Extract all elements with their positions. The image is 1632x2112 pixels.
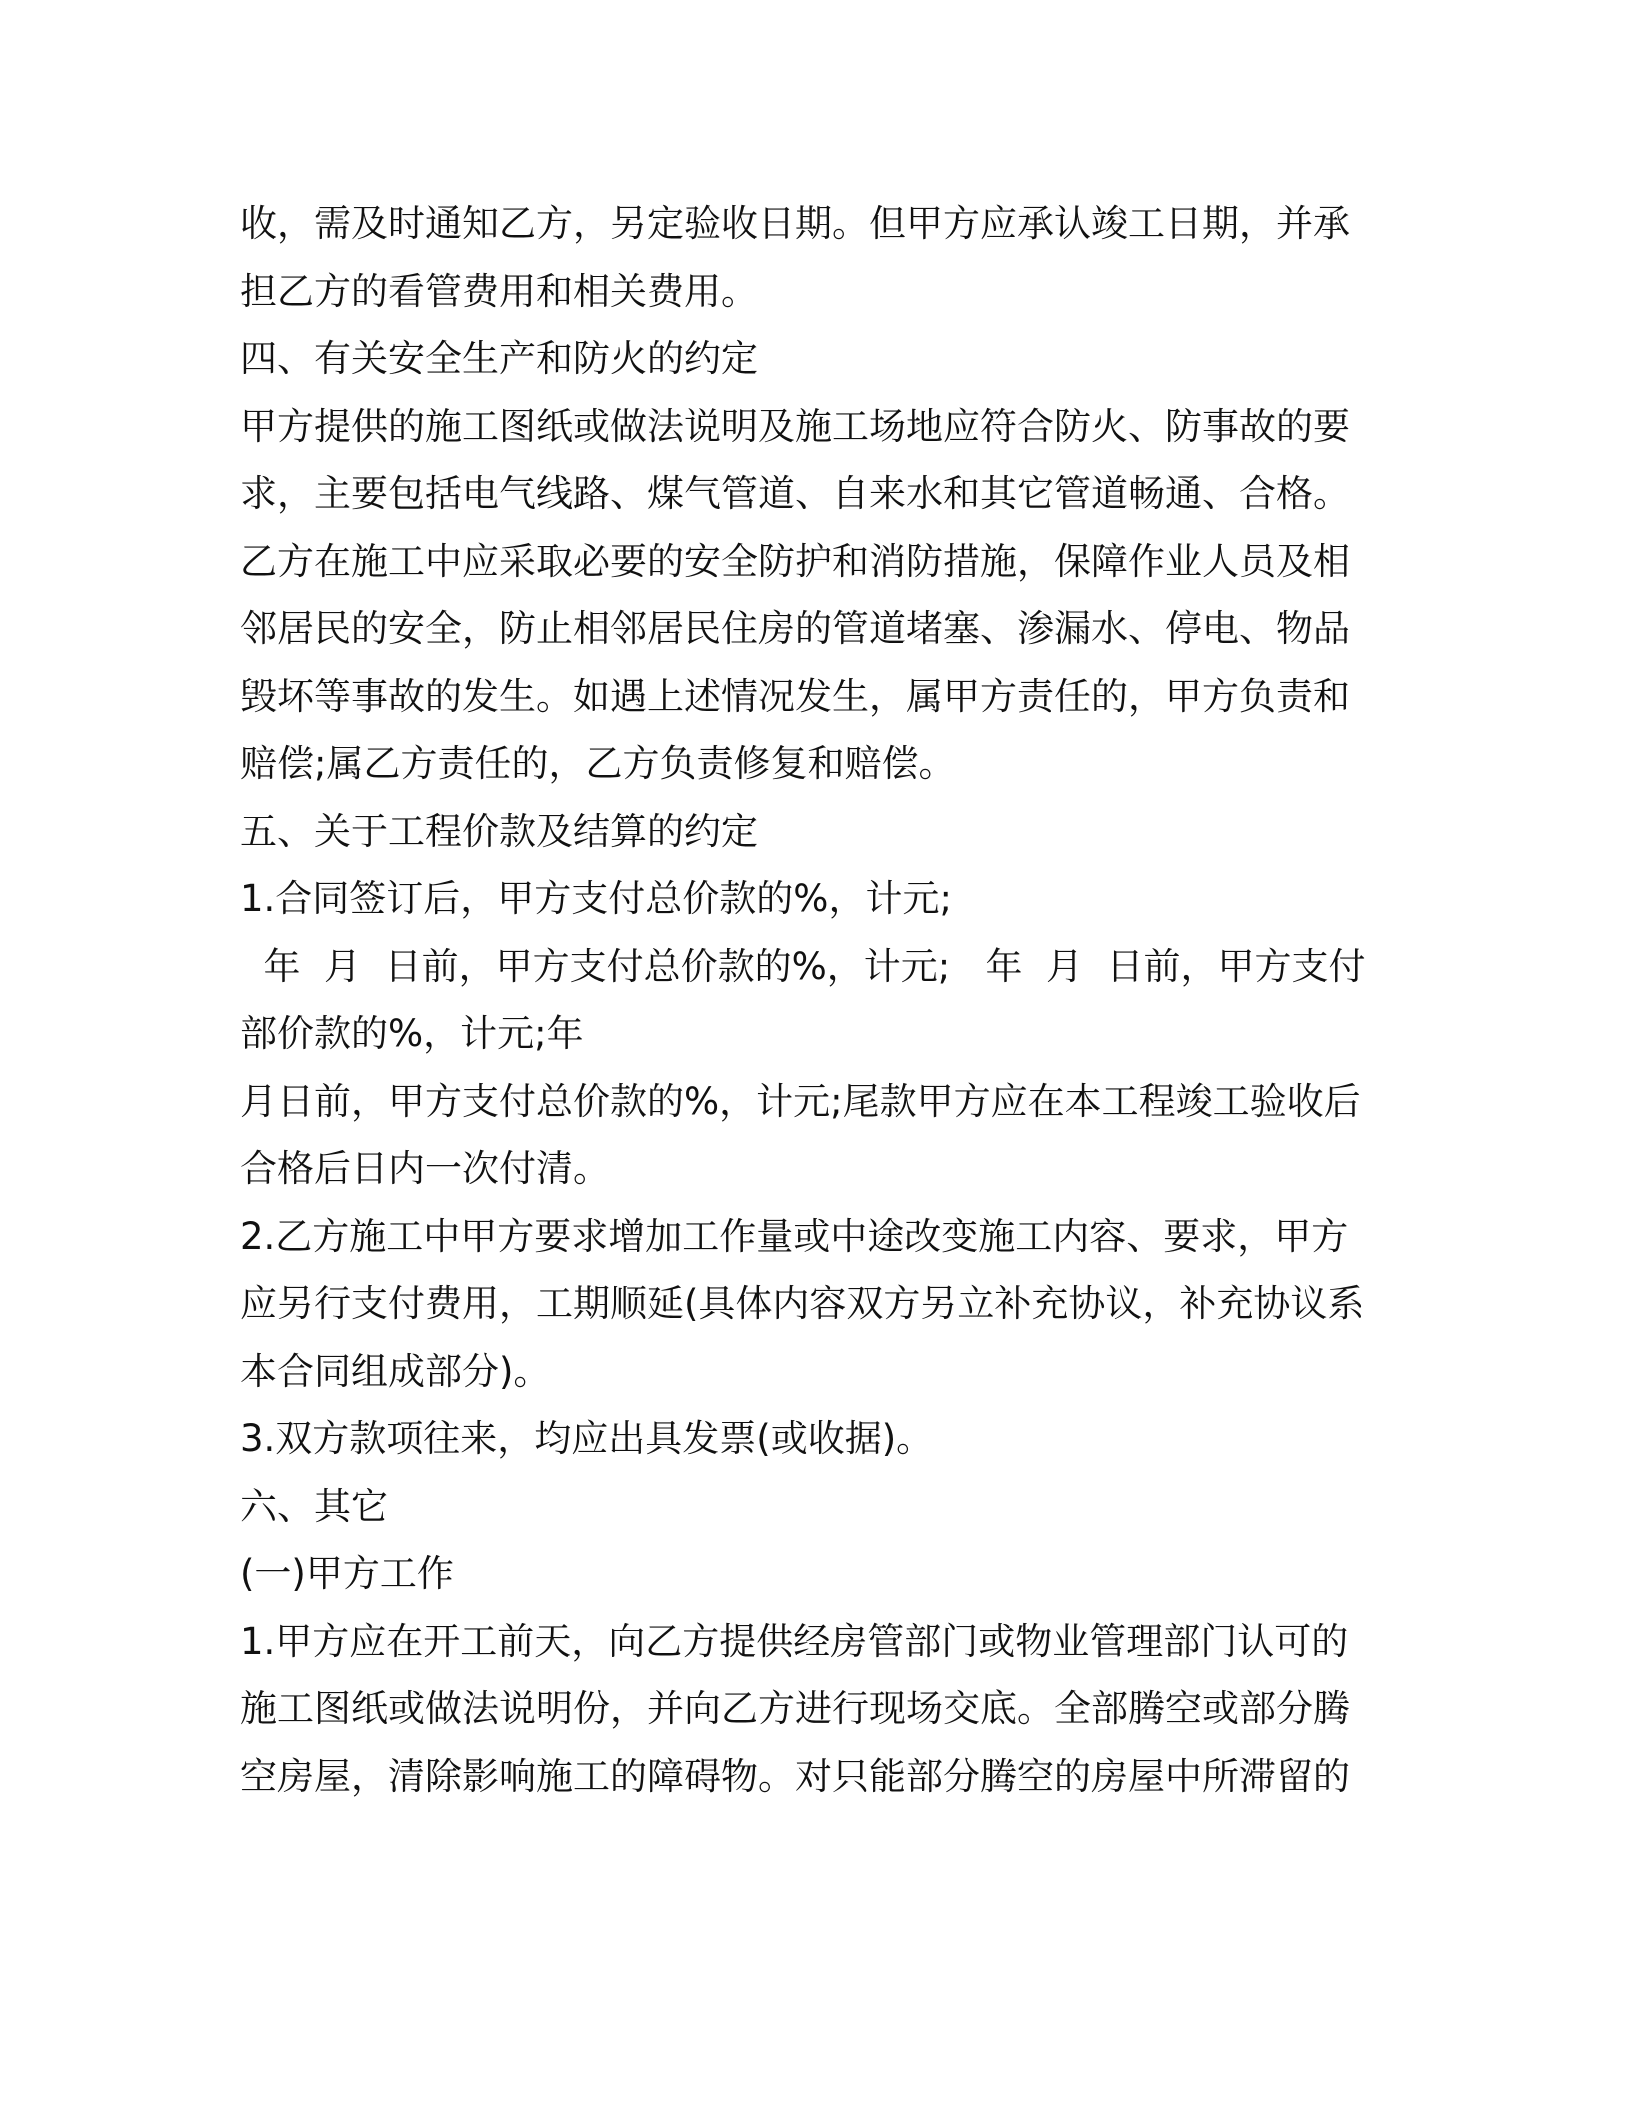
text-line: 施工图纸或做法说明份，并向乙方进行现场交底。全部腾空或部分腾 — [240, 1687, 1350, 1730]
text-line: 邻居民的安全，防止相邻居民住房的管道堵塞、渗漏水、停电、物品 — [240, 607, 1350, 650]
subsection-heading: (一)甲方工作 — [240, 1552, 454, 1595]
text-line: 1.合同签订后，甲方支付总价款的%，计元; — [240, 877, 952, 920]
text-line: 年 月 日前，甲方支付总价款的%，计元; 年 月 日前，甲方支付 — [240, 944, 1366, 988]
text-line: 1.甲方应在开工前天，向乙方提供经房管部门或物业管理部门认可的 — [240, 1619, 1349, 1663]
text-line: 月日前，甲方支付总价款的%，计元;尾款甲方应在本工程竣工验收后 — [240, 1079, 1361, 1123]
section-heading: 六、其它 — [240, 1484, 388, 1528]
text-line: 空房屋，清除影响施工的障碍物。对只能部分腾空的房屋中所滞留的 — [240, 1754, 1350, 1798]
section-heading: 四、有关安全生产和防火的约定 — [240, 337, 758, 380]
text-line: 赔偿;属乙方责任的，乙方负责修复和赔偿。 — [240, 742, 956, 785]
text-line: 求，主要包括电气线路、煤气管道、自来水和其它管道畅通、合格。 — [240, 472, 1350, 515]
section-heading: 五、关于工程价款及结算的约定 — [240, 809, 758, 853]
text-line: 合格后日内一次付清。 — [240, 1147, 610, 1190]
text-line: 担乙方的看管费用和相关费用。 — [240, 269, 758, 313]
text-line: 毁坏等事故的发生。如遇上述情况发生，属甲方责任的，甲方负责和 — [240, 674, 1350, 718]
text-line: 3.双方款项往来，均应出具发票(或收据)。 — [240, 1417, 934, 1460]
document-body — [240, 190, 1400, 1810]
text-line: 本合同组成部分)。 — [240, 1349, 551, 1393]
text-line: 收，需及时通知乙方，另定验收日期。但甲方应承认竣工日期，并承 — [240, 202, 1350, 245]
text-line: 甲方提供的施工图纸或做法说明及施工场地应符合防火、防事故的要 — [240, 404, 1350, 448]
text-line: 2.乙方施工中甲方要求增加工作量或中途改变施工内容、要求，甲方 — [240, 1214, 1349, 1258]
text-line: 应另行支付费用，工期顺延(具体内容双方另立补充协议，补充协议系 — [240, 1282, 1365, 1325]
text-line: 乙方在施工中应采取必要的安全防护和消防措施，保障作业人员及相 — [240, 539, 1350, 583]
text-line: 部价款的%，计元;年 — [240, 1012, 584, 1055]
